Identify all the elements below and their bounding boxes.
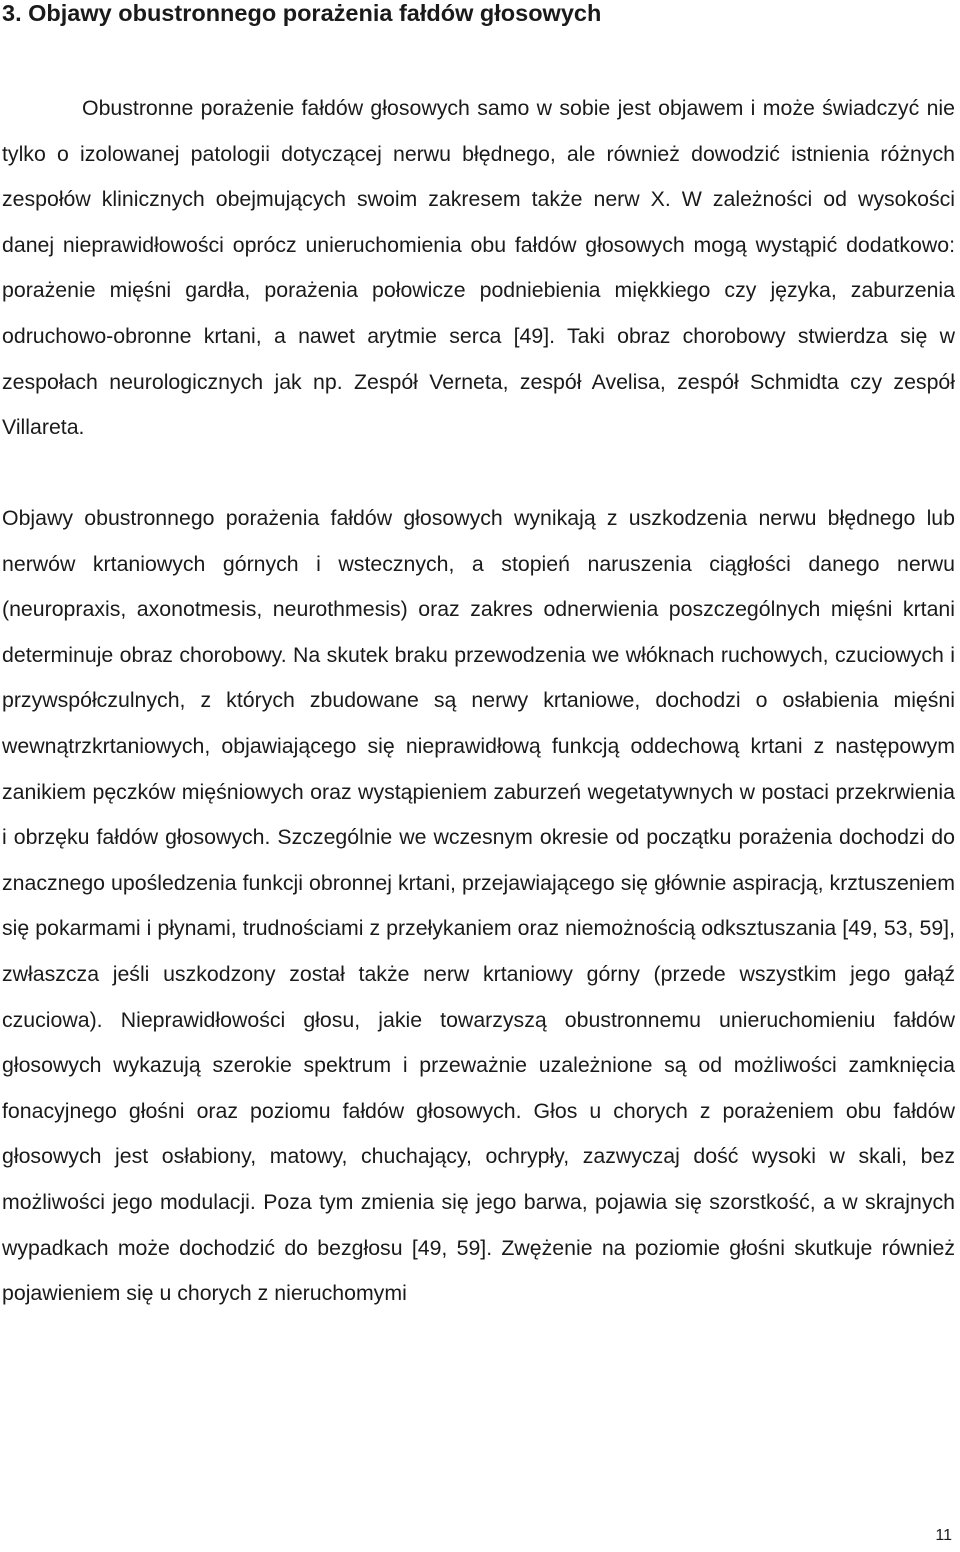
paragraph-2: Objawy obustronnego porażenia fałdów głosowych wynikają z uszkodzenia nerwu błędnego lub nerwów krtaniowych górnych i wstecznych, a stopień naruszenia ciągłości danego nerwu (neuropraxis, axonotmesis, neurothmesis) oraz zakres odnerwienia poszczególnych mięśni krtani determinuje obraz chorobowy. Na skutek braku przewodzenia we włóknach ruchowych, czuciowych i przywspółczulnych, z których zbudowane są nerwy krtaniowe, dochodzi o osłabienia mięśni wewnątrzkrtaniowych, objawiającego się nieprawidłową funkcją oddechową krtani z następowym zanikiem pęczków mięśniowych oraz wystąpieniem zaburzeń wegetatywnych w postaci przekrwienia i obrzęku fałdów głosowych. Szczególnie we wczesnym okresie od początku porażenia dochodzi do znacznego upośledzenia funkcji obronnej krtani, przejawiającego się głównie aspiracją, krztuszeniem się pokarmami i płynami, trudnościami z przełykaniem oraz niemożnością odksztuszania [49, 53, 59], zwłaszcza jeśli uszkodzony został także nerw krtaniowy górny (przede wszystkim jego gałąź czuciowa). Nieprawidłowości głosu, jakie towarzyszą obustronnemu unieruchomieniu fałdów głosowych wykazują szerokie spektrum i przeważnie uzależnione są od możliwości zamknięcia fonacyjnego głośni oraz poziomu fałdów głosowych. Głos u chorych z porażeniem obu fałdów głosowych jest osłabiony, matowy, chuchający, ochrypły, zazwyczaj dość wysoki w skali, bez możliwości jego modulacji. Poza tym zmienia się jego barwa, pojawia się szorstkość, a w skrajnych wypadkach może dochodzić do bezgłosu [49, 59]. Zwężenie na poziomie głośni skutkuje również pojawieniem się u chorych z nieruchomymi xyxy=(2,506,955,1306)
section-heading: 3. Objawy obustronnego porażenia fałdów głosowych xyxy=(2,0,602,26)
paragraph-1: Obustronne porażenie fałdów głosowych samo w sobie jest objawem i może świadczyć nie tylko o izolowanej patologii dotyczącej nerwu błędnego, ale również dowodzić istnienia różnych zespołów klinicznych obejmujących swoim zakresem także nerw X. W zależności od wysokości danej nieprawidłowości oprócz unieruchomienia obu fałdów głosowych mogą wystąpić dodatkowo: porażenie mięśni gardła, porażenia połowicze podniebienia miękkiego czy języka, zaburzenia odruchowo-obronne krtani, a nawet arytmie serca [49]. Taki obraz chorobowy stwierdza się w zespołach neurologicznych jak np. Zespół Verneta, zespół Avelisa, zespół Schmidta czy zespół Villareta. xyxy=(2,96,955,440)
page-number: 11 xyxy=(935,1527,952,1544)
